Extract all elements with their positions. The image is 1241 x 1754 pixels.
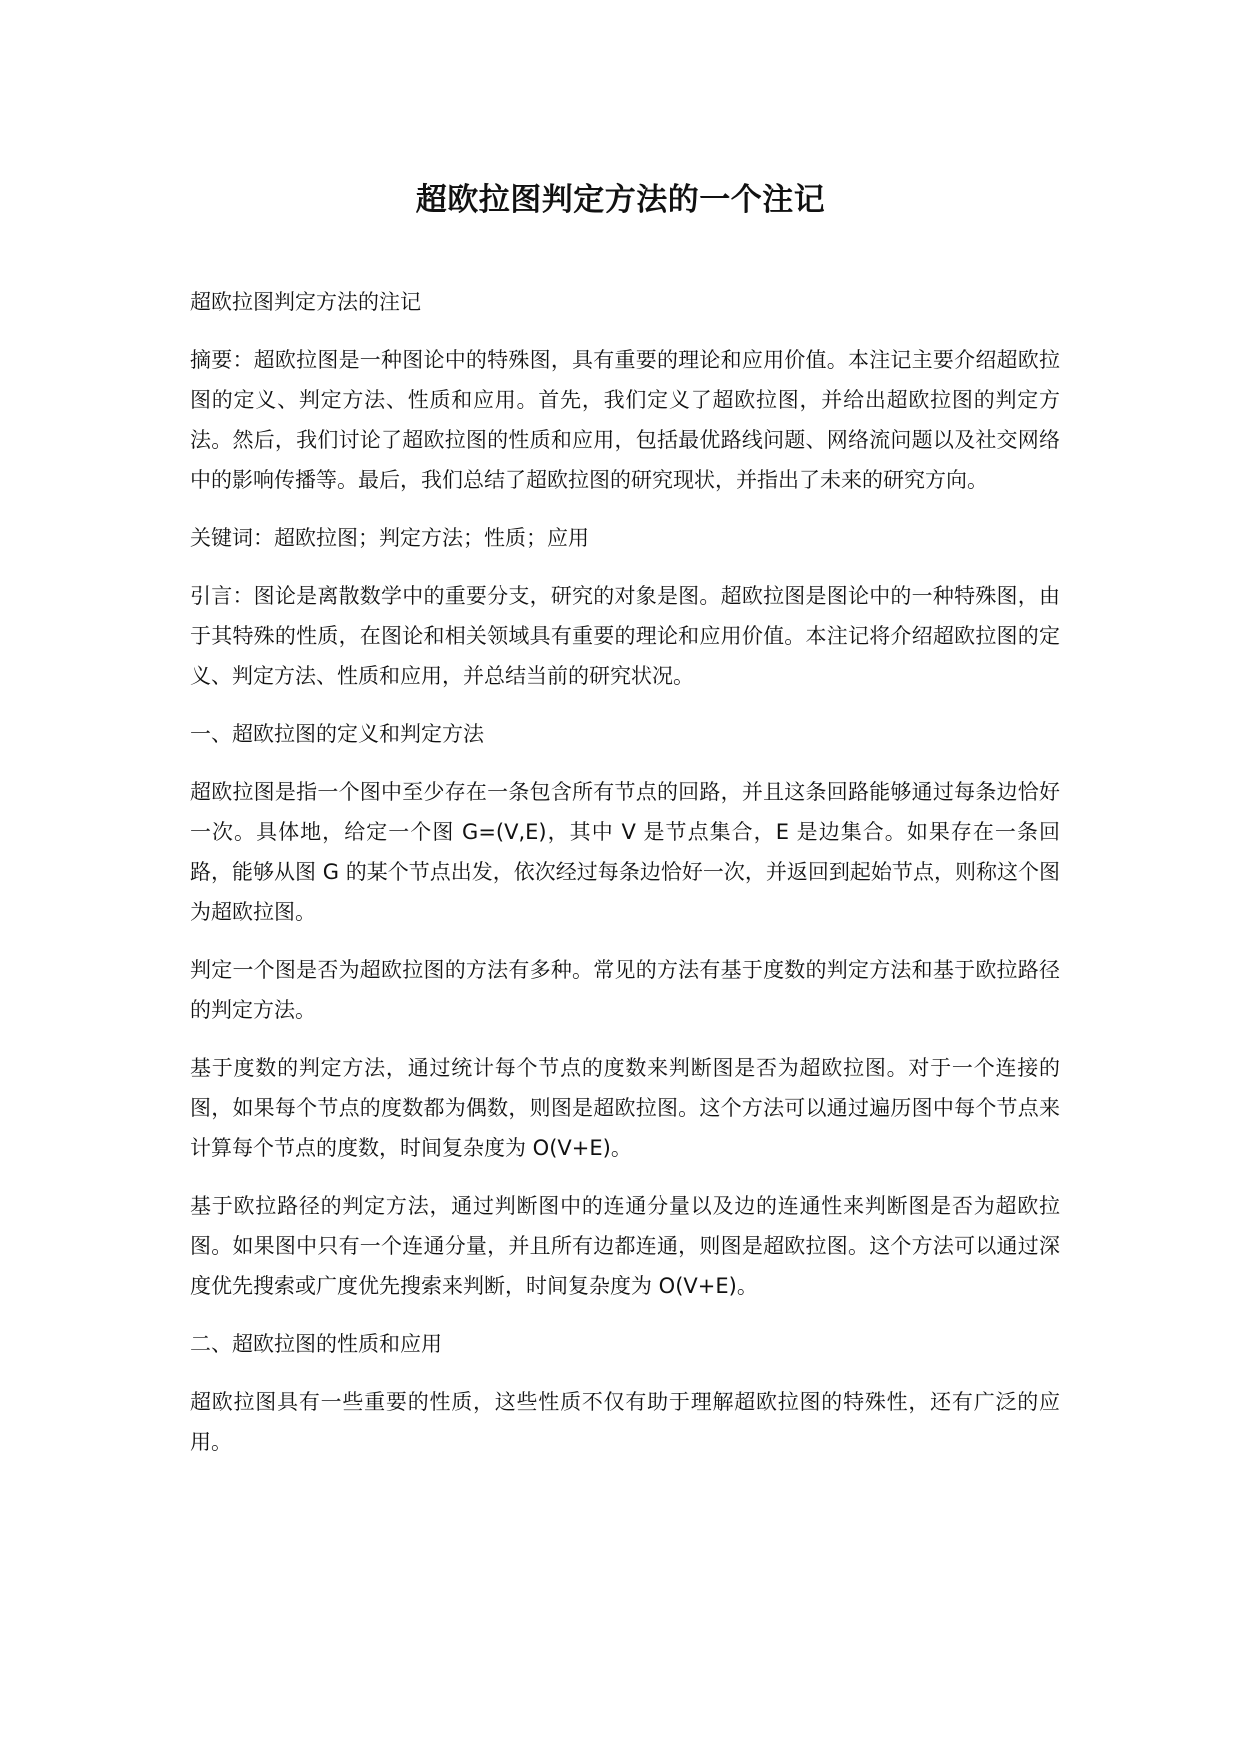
subtitle-paragraph: 超欧拉图判定方法的注记 xyxy=(190,290,421,314)
definition-paragraph: 超欧拉图是指一个图中至少存在一条包含所有节点的回路，并且这条回路能够通过每条边恰好一次。具体地，给定一个图 G=(V,E)，其中 V 是节点集合，E 是边集合。如果存在一条回路，能够从图 G 的某个节点出发，依次经过每条边恰好一次，并返回到起始节点，则称这个图为超欧拉图。 xyxy=(190,780,1060,924)
keywords-paragraph: 关键词：超欧拉图；判定方法；性质；应用 xyxy=(190,526,589,550)
document-title: 超欧拉图判定方法的一个注记 xyxy=(415,182,826,218)
abstract-paragraph: 摘要：超欧拉图是一种图论中的特殊图，具有重要的理论和应用价值。本注记主要介绍超欧拉图的定义、判定方法、性质和应用。首先，我们定义了超欧拉图，并给出超欧拉图的判定方法。然后，我们讨论了超欧拉图的性质和应用，包括最优路线问题、网络流问题以及社交网络中的影响传播等。最后，我们总结了超欧拉图的研究现状，并指出了未来的研究方向。 xyxy=(190,348,1060,492)
document-body xyxy=(190,282,1060,1480)
introduction-paragraph: 引言：图论是离散数学中的重要分支，研究的对象是图。超欧拉图是图论中的一种特殊图，由于其特殊的性质，在图论和相关领域具有重要的理论和应用价值。本注记将介绍超欧拉图的定义、判定方法、性质和应用，并总结当前的研究状况。 xyxy=(190,584,1060,688)
methods-overview-paragraph: 判定一个图是否为超欧拉图的方法有多种。常见的方法有基于度数的判定方法和基于欧拉路径的判定方法。 xyxy=(190,958,1060,1022)
properties-paragraph: 超欧拉图具有一些重要的性质，这些性质不仅有助于理解超欧拉图的特殊性，还有广泛的应用。 xyxy=(190,1390,1060,1454)
section-heading-2: 二、超欧拉图的性质和应用 xyxy=(190,1332,442,1356)
degree-method-paragraph: 基于度数的判定方法，通过统计每个节点的度数来判断图是否为超欧拉图。对于一个连接的图，如果每个节点的度数都为偶数，则图是超欧拉图。这个方法可以通过遍历图中每个节点来计算每个节点的度数，时间复杂度为 O(V+E)。 xyxy=(190,1056,1060,1160)
euler-path-method-paragraph: 基于欧拉路径的判定方法，通过判断图中的连通分量以及边的连通性来判断图是否为超欧拉图。如果图中只有一个连通分量，并且所有边都连通，则图是超欧拉图。这个方法可以通过深度优先搜索或广度优先搜索来判断，时间复杂度为 O(V+E)。 xyxy=(190,1194,1060,1298)
section-heading-1: 一、超欧拉图的定义和判定方法 xyxy=(190,722,484,746)
